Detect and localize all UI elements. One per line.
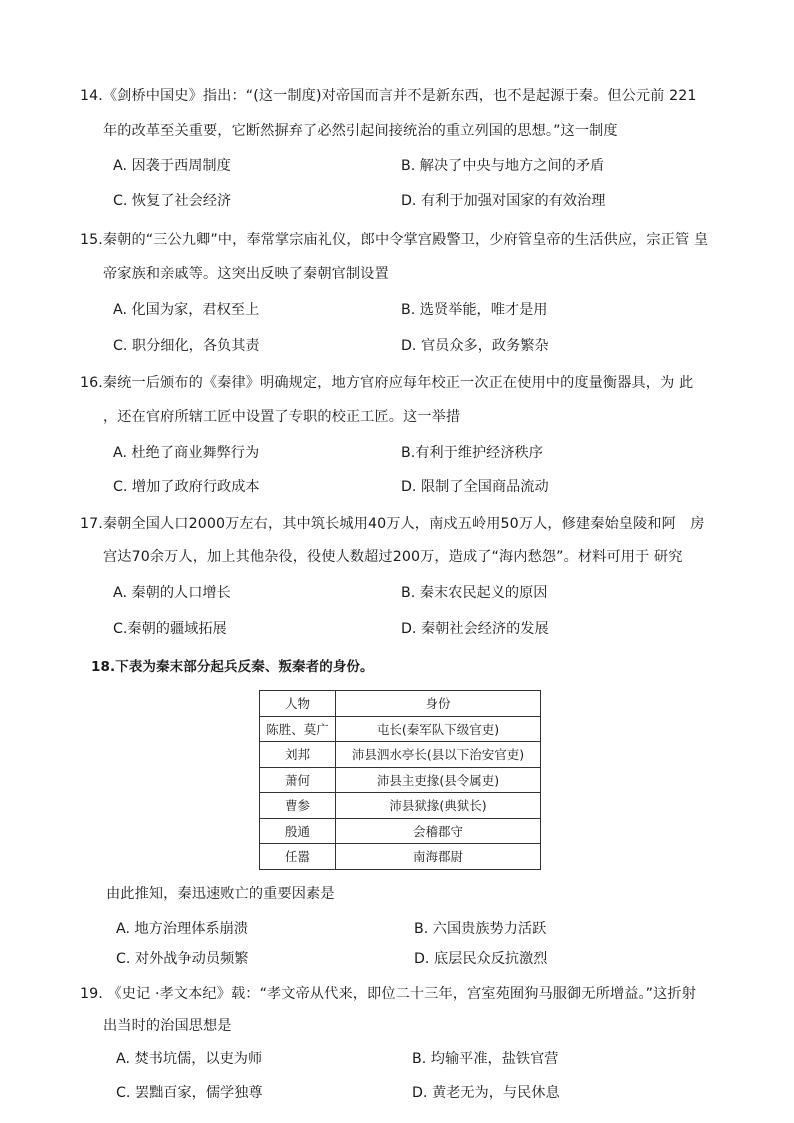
table-cell-person: 任嚣 — [260, 844, 336, 870]
q14-option-b: B. 解决了中央与地方之间的矛盾 — [401, 158, 605, 174]
table-header-identity: 身份 — [336, 691, 541, 717]
q18-intro: 18.下表为秦末部分起兵反秦、叛秦者的身份。 — [91, 659, 374, 675]
q16-option-b: B.有利于维护经济秩序 — [401, 445, 543, 461]
q15-option-a: A. 化国为家，君权至上 — [113, 302, 260, 318]
q19-option-d: D. 黄老无为，与民休息 — [412, 1085, 560, 1101]
q15-option-d: D. 官员众多，政务繁杂 — [401, 338, 549, 354]
table-row — [260, 716, 541, 742]
q15-line-2: 帝家族和亲戚等。这突出反映了秦朝官制设置 — [103, 266, 389, 282]
table-cell-identity: 沛县狱掾(典狱长) — [336, 793, 541, 819]
q19-line-2: 出当时的治国思想是 — [103, 1018, 232, 1034]
table-row — [260, 742, 541, 768]
table-cell-identity: 沛县主吏掾(县令属吏) — [336, 767, 541, 793]
table-cell-person: 陈胜、莫广 — [260, 716, 336, 742]
q16-line-2: ，还在官府所辖工匠中设置了专职的校正工匠。这一举措 — [103, 409, 461, 425]
q17-option-d: D. 秦朝社会经济的发展 — [401, 621, 549, 637]
table-cell-person: 萧何 — [260, 767, 336, 793]
q14-line-2: 年的改革至关重要，它断然摒弃了必然引起间接统治的重立列国的思想。”这一制度 — [103, 123, 618, 139]
q19-option-a: A. 焚书坑儒，以吏为师 — [116, 1051, 263, 1067]
q19-option-c: C. 罢黜百家，儒学独尊 — [116, 1085, 263, 1101]
q15-line-1: 15.秦朝的“三公九卿”中，奉常掌宗庙礼仪，郎中令掌宫殿警卫，少府管皇帝的生活供应，宗正管 皇 — [80, 232, 709, 248]
q18-option-d: D. 底层民众反抗激烈 — [414, 951, 548, 967]
table-cell-person: 刘邦 — [260, 742, 336, 768]
table-header-person: 人物 — [260, 691, 336, 717]
q17-option-c: C.秦朝的疆域拓展 — [113, 621, 227, 637]
q14-option-d: D. 有利于加强对国家的有效治理 — [401, 193, 606, 209]
table-row — [260, 818, 541, 844]
q17-line-2: 宫达70余万人，加上其他杂役，役使人数超过200万，造成了“海内愁怨”。材料可用于 研究 — [103, 549, 683, 565]
identity-table — [259, 690, 541, 870]
q19-option-b: B. 均输平准，盐铁官营 — [412, 1051, 559, 1067]
q18-stem: 由此推知，秦迅速败亡的重要因素是 — [106, 886, 335, 902]
table-cell-identity: 南海郡尉 — [336, 844, 541, 870]
q18-option-a: A. 地方治理体系崩溃 — [116, 921, 248, 937]
q19-line-1: 19. 《史记 ·孝文本纪》载：“孝文帝从代来，即位二十三年，宫室苑囿狗马服御无所增益。”这折射 — [80, 986, 696, 1002]
table-cell-person: 曹参 — [260, 793, 336, 819]
table-row — [260, 844, 541, 870]
q15-option-b: B. 选贤举能，唯才是用 — [401, 302, 548, 318]
q16-option-d: D. 限制了全国商品流动 — [401, 479, 549, 495]
q16-option-a: A. 杜绝了商业舞弊行为 — [113, 445, 260, 461]
table-row — [260, 793, 541, 819]
table-cell-person: 殷通 — [260, 818, 336, 844]
table-header-row — [260, 691, 541, 717]
q16-option-c: C. 增加了政府行政成本 — [113, 479, 260, 495]
q14-line-1: 14.《剑桥中国史》指出：“(这一制度)对帝国而言并不是新东西，也不是起源于秦。但公元前 221 — [80, 88, 697, 104]
q16-line-1: 16.秦统一后颁布的《秦律》明确规定，地方官府应每年校正一次正在使用中的度量衡器具，为 此 — [80, 375, 694, 391]
q14-option-c: C. 恢复了社会经济 — [113, 193, 232, 209]
table-cell-identity: 沛县泗水亭长(县以下治安官吏) — [336, 742, 541, 768]
q17-line-1: 17.秦朝全国人口2000万左右，其中筑长城用40万人，南戍五岭用50万人，修建秦始皇陵和阿 房 — [80, 516, 705, 532]
q17-option-b: B. 秦末农民起义的原因 — [401, 585, 548, 601]
table-cell-identity: 屯长(秦军队下级官吏) — [336, 716, 541, 742]
q18-option-b: B. 六国贵族势力活跃 — [414, 921, 547, 937]
table-cell-identity: 会稽郡守 — [336, 818, 541, 844]
q17-option-a: A. 秦朝的人口增长 — [113, 585, 231, 601]
q15-option-c: C. 职分细化，各负其责 — [113, 338, 260, 354]
q14-option-a: A. 因袭于西周制度 — [113, 158, 231, 174]
table-row — [260, 767, 541, 793]
q18-option-c: C. 对外战争动员频繁 — [116, 951, 249, 967]
